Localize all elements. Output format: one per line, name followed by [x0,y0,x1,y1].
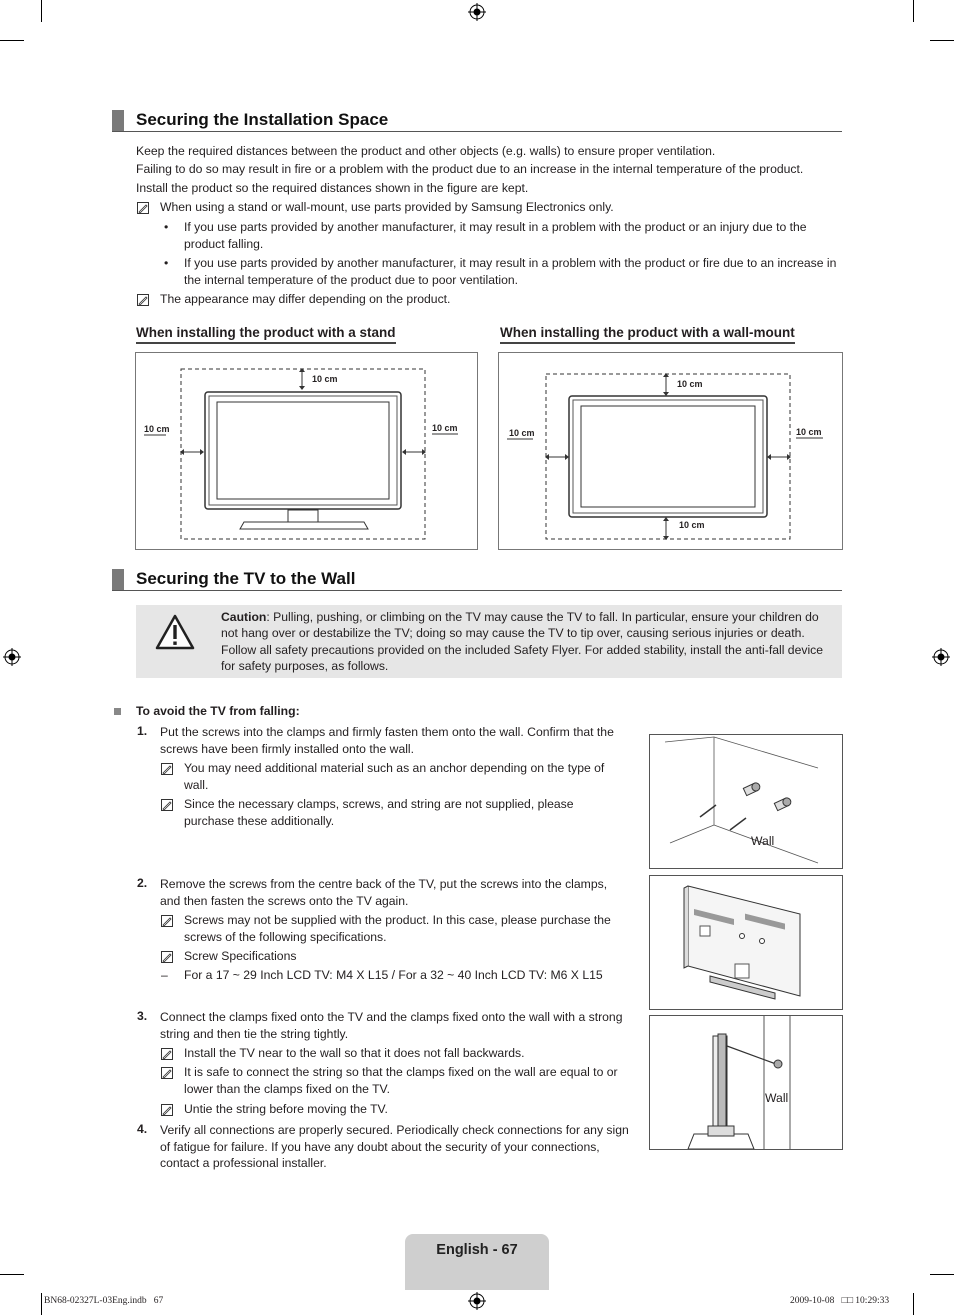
crop-mark [41,0,42,22]
note-icon [137,294,149,306]
wall-label: Wall [765,1091,789,1105]
note-text: You may need additional material such as an anchor depending on the type of wall. [184,761,605,792]
note-text: It is safe to connect the string so that the clamps fixed on the wall are equal to or lower than the clamps fixed on the TV. [184,1065,618,1096]
dash-glyph: – [161,968,168,982]
tv-back-clamps-figure [649,875,843,1010]
footer-datetime: 2009-10-08 □□ 10:29:33 [790,1296,890,1306]
bullet-text: If you use parts provided by another manufacturer, it may result in a problem with the product or an injury due to the product falling. [184,220,807,251]
note-icon [161,1104,173,1116]
figure-heading-stand: When installing the product with a stand [136,325,396,344]
registration-mark-icon [932,648,950,666]
note-icon [161,915,173,927]
registration-mark-icon [468,1292,486,1310]
step-text: Put the screws into the clamps and firmly fasten them onto the wall. Confirm that the screws have been firmly installed onto the wall. [160,725,614,756]
note-text: Since the necessary clamps, screws, and string are not supplied, please purchase these additionally. [184,797,574,828]
section-marker [112,569,124,590]
caution-label: Caution [221,610,267,624]
stand-clearance-figure [135,352,478,550]
dimension-bottom: 10 cm [679,520,705,530]
section-marker [112,110,124,131]
figure-heading-wall-mount: When installing the product with a wall-mount [500,325,795,344]
caution-body: : Pulling, pushing, or climbing on the TV may cause the TV to fall. In particular, ensure your children do not hang over or destabilize the TV; doing so may cause the TV to tip over, causing serious injuries or death. Follow all safety precautions provided on the included Safety Flyer. For added stability, install the anti-fall device for safety purposes, as follows. [221,610,824,673]
note-icon [137,202,149,214]
dimension-top: 10 cm [677,379,703,389]
crop-mark [0,40,24,41]
note-icon [161,799,173,811]
screw-spec-text: For a 17 ~ 29 Inch LCD TV: M4 X L15 / For a 32 ~ 40 Inch LCD TV: M6 X L15 [184,968,603,982]
string-tie-figure [649,1015,843,1150]
step-text: Connect the clamps fixed onto the TV and the clamps fixed onto the wall with a strong string and then tie the string tightly. [160,1010,623,1041]
tv-wall-mounted-illustration [499,353,842,549]
page-number: English - 67 [436,1242,518,1258]
note-icon [161,1048,173,1060]
caution-box [136,605,842,678]
paragraph: Install the product so the required distances shown in the figure are kept. [136,181,529,195]
bullet-glyph: • [164,220,169,234]
step-number: 4. [137,1122,148,1136]
crop-mark [0,1274,24,1275]
note-text: Screws may not be supplied with the product. In this case, please purchase the screws of the following specifications. [184,913,611,944]
paragraph: Failing to do so may result in fire or a problem with the product due to an increase in the internal temperature of the product. [136,162,804,176]
note-icon [161,951,173,963]
tv-tied-to-wall-illustration [650,1016,842,1149]
crop-mark [913,0,914,22]
step-text: Remove the screws from the centre back of the TV, put the screws into the clamps, and then fasten the screws onto the TV again. [160,877,608,908]
note-text: When using a stand or wall-mount, use parts provided by Samsung Electronics only. [160,200,614,214]
wall-clamps-illustration [650,735,842,868]
crop-mark [913,1293,914,1315]
wall-clamps-figure [649,734,843,869]
wall-mount-clearance-figure [498,352,843,550]
step-number: 1. [137,724,148,738]
tv-on-stand-illustration [136,353,477,549]
registration-mark-icon [468,3,486,21]
step-text: Verify all connections are properly secured. Periodically check connections for any sign of fatigue for failure. If you have any doubt about the security of your connections, contact a professional installer. [160,1123,629,1170]
step-number: 3. [137,1009,148,1023]
note-text: Install the TV near to the wall so that it does not fall backwards. [184,1046,525,1060]
tv-back-illustration [650,876,842,1009]
section-rule [112,131,842,132]
note-text: Untie the string before moving the TV. [184,1102,388,1116]
dimension-left: 10 cm [144,424,170,434]
subhead-avoid-falling: To avoid the TV from falling: [136,704,300,718]
note-icon [161,763,173,775]
crop-mark [41,1293,42,1315]
bullet-text: If you use parts provided by another manufacturer, it may result in a problem with the product or fire due to an increase in the internal temperature of the product due to poor ventilation. [184,256,837,287]
dimension-top: 10 cm [312,374,338,384]
caution-text [221,609,831,674]
footer-file: BN68-02327L-03Eng.indb 67 [44,1296,164,1306]
dimension-left: 10 cm [509,428,535,438]
note-text: Screw Specifications [184,949,297,963]
note-text: The appearance may differ depending on the product. [160,292,451,306]
bullet-glyph: • [164,256,169,270]
wall-label: Wall [751,834,775,848]
crop-mark [930,1274,954,1275]
section-rule [112,590,842,591]
dimension-right: 10 cm [432,423,458,433]
crop-mark [930,40,954,41]
step-number: 2. [137,876,148,890]
warning-triangle-icon [155,614,195,650]
registration-mark-icon [3,648,21,666]
subhead-square-icon [114,708,121,715]
section-title-securing-tv: Securing the TV to the Wall [136,569,356,588]
dimension-right: 10 cm [796,427,822,437]
paragraph: Keep the required distances between the product and other objects (e.g. walls) to ensure proper ventilation. [136,144,716,158]
note-icon [161,1067,173,1079]
section-title-installation-space: Securing the Installation Space [136,110,389,129]
